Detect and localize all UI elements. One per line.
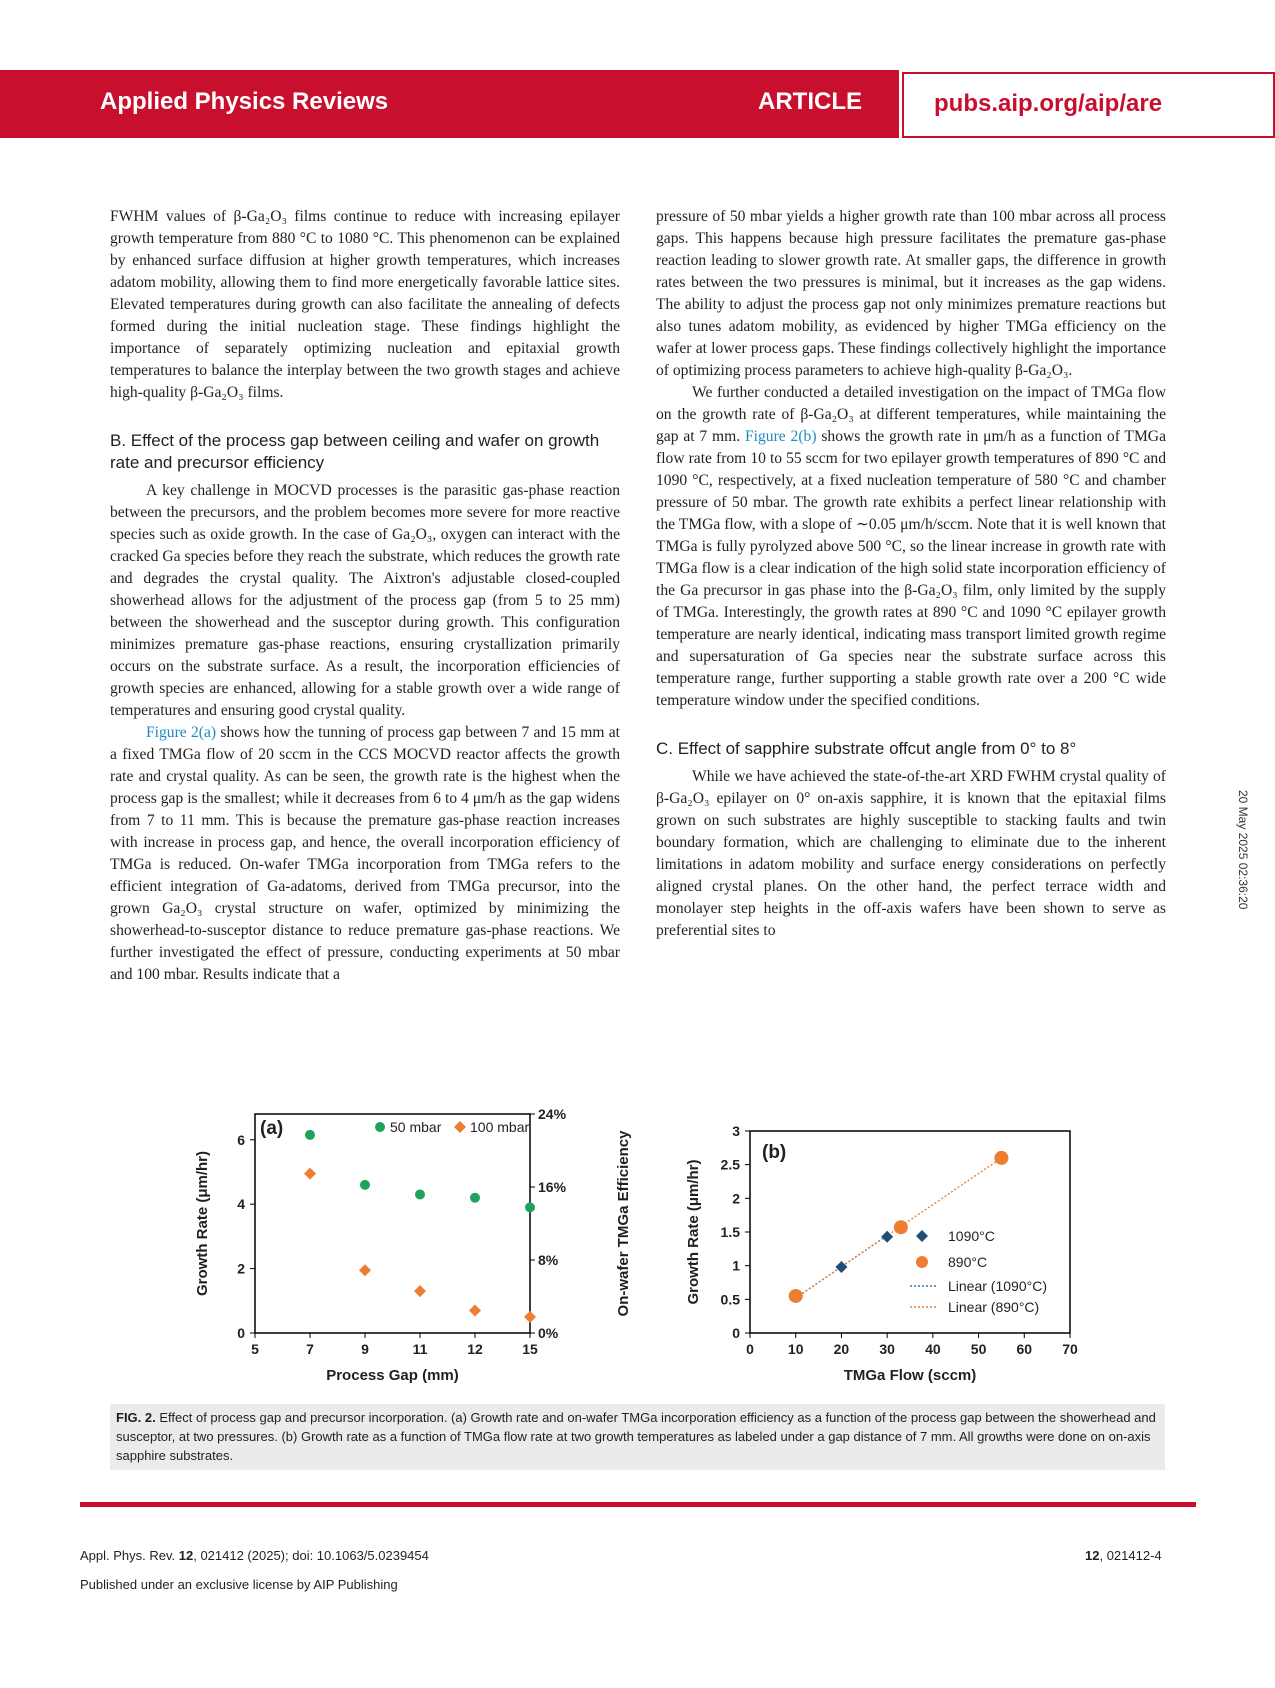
panel-a-legend-marker (375, 1122, 385, 1132)
panel-a-x-tick-label: 11 (412, 1341, 428, 1357)
panel-a-point (470, 1193, 480, 1203)
panel-b-y-tick-label: 2.5 (720, 1156, 740, 1173)
footer-citation (80, 1548, 429, 1563)
panel-a-label: (a) (260, 1118, 284, 1139)
panel-a-y-axis-label: Growth Rate (μm/hr) (194, 1150, 211, 1297)
section-heading-c: C. Effect of sapphire substrate offcut angle from 0° to 8° (656, 739, 1077, 758)
panel-b-point (894, 1220, 908, 1234)
panel-b-x-tick-label: 40 (925, 1341, 941, 1357)
panel-a-y-tick-label: 6 (237, 1131, 245, 1148)
panel-b-y-tick-label: 0 (732, 1325, 740, 1341)
panel-a-y2-axis-label: On-wafer TMGa Efficiency (615, 1130, 632, 1317)
panel-a-x-tick-label: 12 (467, 1341, 483, 1357)
citation-volume: 12 (178, 1548, 194, 1563)
panel-a-legend-label: 100 mbar (470, 1119, 530, 1135)
right-paragraph-2-start: We further conducted a detailed investigation on the impact of TMGa flow on the growth rate of β-Ga₂O₃ at different temperatures, while maintaining the gap at 7 mm. (656, 384, 1166, 445)
panel-a-point (415, 1190, 425, 1200)
section-heading-b: B. Effect of the process gap between ceiling and wafer on growth rate and precursor efficiency (110, 431, 600, 472)
right-paragraph-2 (656, 382, 1166, 712)
panel-a-x-tick-label: 9 (361, 1341, 369, 1357)
article-type-label: ARTICLE (758, 88, 862, 115)
footer-rule (80, 1502, 1196, 1507)
panel-a-point (304, 1168, 316, 1180)
footer-page (1085, 1548, 1162, 1563)
left-paragraph-3 (110, 722, 620, 986)
panel-a-x-tick-label: 15 (522, 1341, 538, 1357)
left-paragraph-3-text: shows how the tunning of process gap between 7 and 15 mm at a fixed TMGa flow of 20 sccm in the CCS MOCVD reactor affects the growth rate and crystal quality. As can be seen, the growth rate is the highest when the process gap is the smallest; while it decreases from 6 to 4 μm/h as the gap widens from 7 to 11 mm. This is because the premature gas-phase reaction increases with increase in process gap, and hence, the overall incorporation efficiency of TMGa is reduced. On-wafer TMGa incorporation from TMGa refers to the efficient integration of Ga-adatoms, derived from TMGa precursor, into the grown Ga₂O₃ crystal structure on wafer, optimized by minimizing the showerhead-to-susceptor distance to reduce premature gas-phase reactions. We further investigated the effect of pressure, conducting experiments at 50 mbar and 100 mbar. Results indicate that a (110, 724, 620, 983)
panel-b-x-tick-label: 0 (746, 1341, 754, 1357)
panel-b-point (789, 1289, 803, 1303)
panel-a-point (359, 1264, 371, 1276)
figure-2b-link[interactable]: Figure 2(b) (745, 428, 817, 445)
panel-a-point (305, 1130, 315, 1140)
panel-b-legend-label: 890°C (948, 1254, 988, 1270)
panel-a-y2-tick-label: 24% (538, 1106, 567, 1122)
panel-b-point (835, 1261, 847, 1273)
panel-b-x-tick-label: 30 (879, 1341, 895, 1357)
panel-b-legend-marker (916, 1256, 928, 1268)
panel-a-frame (255, 1114, 530, 1333)
panel-a-point (524, 1311, 536, 1323)
caption-text: Effect of process gap and precursor incorporation. (a) Growth rate and on-wafer TMGa incorporation efficiency as a function of the process gap between the showerhead and susceptor, at two pressures. (b) Growth rate as a function of TMGa flow rate at two growth temperatures as labeled under a gap distance of 7 mm. All growths were done on on-axis sapphire substrates. (116, 1410, 1156, 1463)
panel-b-legend-marker (916, 1230, 928, 1242)
panel-a-legend-marker (454, 1121, 466, 1133)
panel-b-y-tick-label: 1.5 (720, 1224, 740, 1240)
page-volume: 12 (1085, 1548, 1100, 1563)
panel-a-point (414, 1285, 426, 1297)
panel-b-y-tick-label: 3 (732, 1123, 740, 1139)
panel-b-x-tick-label: 10 (787, 1341, 804, 1357)
panel-a-y2-tick-label: 0% (538, 1325, 559, 1341)
panel-a-y-tick-label: 0 (237, 1325, 245, 1341)
panel-a-y2-tick-label: 8% (538, 1252, 559, 1268)
footer-license: Published under an exclusive license by AIP Publishing (80, 1577, 398, 1592)
journal-header (0, 70, 1275, 138)
panel-a-legend-label: 50 mbar (390, 1119, 442, 1135)
panel-b-legend-label: Linear (1090°C) (948, 1278, 1047, 1294)
page-number: , 021412-4 (1099, 1548, 1162, 1563)
journal-url-link[interactable]: pubs.aip.org/aip/are (934, 90, 1163, 117)
figure-2 (110, 1100, 1165, 1400)
left-paragraph-1: FWHM values of β-Ga₂O₃ films continue to reduce with increasing epilayer growth temperature from 880 °C to 1080 °C. This phenomenon can be explained by enhanced surface diffusion at higher growth temperatures, which increases adatom mobility, allowing them to find more energetically favorable lattice sites. Elevated temperatures during growth can also facilitate the annealing of defects formed during the initial nucleation stage. These findings highlight the importance of separately optimizing nucleation and epitaxial growth temperatures to balance the interplay between the two growth stages and achieve high-quality β-Ga₂O₃ films. (110, 208, 620, 401)
panel-b-y-tick-label: 2 (732, 1190, 740, 1207)
journal-url-box[interactable] (902, 72, 1275, 138)
figure-2-svg (110, 1100, 1165, 1400)
panel-b-y-tick-label: 0.5 (720, 1291, 740, 1308)
citation-journal: Appl. Phys. Rev. (80, 1548, 179, 1563)
right-paragraph-3: While we have achieved the state-of-the-art XRD FWHM crystal quality of β-Ga₂O₃ epilayer on 0° on-axis sapphire, it is known that the epitaxial films grown on such substrates are highly susceptible to stacking faults and twin boundary formation, which are challenging to eliminate due to the inherent limitations in adatom mobility and surface energy considerations on perfectly aligned crystal planes. On the other hand, the perfect terrace width and monolayer step heights in the off-axis wafers have been shown to serve as preferential sites to (656, 768, 1166, 939)
panel-b-x-tick-label: 20 (833, 1341, 850, 1357)
panel-b-y-tick-label: 1 (732, 1257, 740, 1274)
panel-a-point (360, 1180, 370, 1190)
header-band (0, 70, 899, 138)
panel-b-x-axis-label: TMGa Flow (sccm) (843, 1367, 977, 1384)
panel-a-y-tick-label: 2 (237, 1260, 245, 1277)
panel-b-label: (b) (762, 1142, 787, 1163)
panel-b-x-tick-label: 50 (970, 1341, 987, 1357)
panel-a-y-tick-label: 4 (237, 1196, 245, 1213)
left-paragraph-2: A key challenge in MOCVD processes is the parasitic gas-phase reaction between the precursors, and the problem becomes more severe for more reactive species such as oxide growth. In the case of Ga₂O₃, oxygen can interact with the cracked Ga species before they reach the substrate, which reduces the growth rate and degrades the crystal quality. The Aixtron's adjustable closed-coupled showerhead allows for the adjustment of the process gap (from 5 to 25 mm) between the showerhead and the susceptor during growth. This configuration minimizes premature gas-phase reactions, ensuring crystallization primarily occurs on the substrate surface. As a result, the incorporation efficiencies of growth species are enhanced, allowing for a stable growth over a wide range of temperatures and ensuring good crystal quality. (110, 482, 620, 719)
journal-title: Applied Physics Reviews (100, 88, 389, 115)
download-timestamp: 20 May 2025 02:36:20 (1236, 790, 1250, 910)
panel-b-y-axis-label: Growth Rate (μm/hr) (685, 1159, 702, 1305)
panel-b-legend-label: 1090°C (948, 1228, 995, 1244)
right-column (656, 206, 1166, 942)
right-paragraph-1: pressure of 50 mbar yields a higher growth rate than 100 mbar across all process gaps. This happens because high pressure facilitates the premature gas-phase reaction leading to slower growth rate. At smaller gaps, the difference in growth rates between the two pressures is minimal, but it increases as the gap widens. The ability to adjust the process gap not only minimizes premature reactions but also tunes adatom mobility, as evidenced by higher TMGa efficiency on the wafer at lower process gaps. These findings collectively highlight the importance of optimizing process parameters to achieve high-quality β-Ga₂O₃. (656, 208, 1166, 379)
panel-a-y2-tick-label: 16% (538, 1179, 567, 1195)
panel-b-x-tick-label: 70 (1062, 1341, 1078, 1357)
panel-b-point (881, 1231, 893, 1243)
panel-b-x-tick-label: 60 (1016, 1341, 1033, 1357)
panel-b-legend-label: Linear (890°C) (948, 1299, 1040, 1315)
right-paragraph-2-end: shows the growth rate in μm/h as a function of TMGa flow rate from 10 to 55 sccm for two epilayer growth temperatures of 890 °C and 1090 °C, respectively, at a fixed nucleation temperature of 580 °C and chamber pressure of 50 mbar. The growth rate exhibits a perfect linear relationship with the TMGa flow, with a slope of ∼0.05 μm/h/sccm. Note that it is well known that TMGa is fully pyrolyzed above 500 °C, so the linear increase in growth rate with TMGa flow is a clear indication of the high solid state incorporation efficiency of the Ga precursor in gas phase into the β-Ga₂O₃ film, only limited by the supply of TMGa. Interestingly, the growth rates at 890 °C and 1090 °C epilayer growth temperature are nearly identical, indicating mass transport limited growth regime and supersaturation of Ga species near the substrate surface across this temperature range, further supporting a stable growth rate over a 200 °C wide temperature window under the specified conditions. (656, 428, 1166, 709)
panel-a-point (469, 1304, 481, 1316)
panel-b-point (994, 1151, 1008, 1165)
left-column (110, 206, 620, 986)
citation-doi[interactable]: , 021412 (2025); doi: 10.1063/5.0239454 (193, 1548, 429, 1563)
panel-a-point (525, 1202, 535, 1212)
figure-caption (110, 1404, 1165, 1470)
figure-2a-link[interactable]: Figure 2(a) (146, 724, 217, 741)
caption-label: FIG. 2. (116, 1410, 156, 1425)
panel-a-x-tick-label: 5 (251, 1341, 259, 1357)
panel-a-x-tick-label: 7 (306, 1341, 314, 1357)
panel-a-x-axis-label: Process Gap (mm) (326, 1367, 459, 1384)
